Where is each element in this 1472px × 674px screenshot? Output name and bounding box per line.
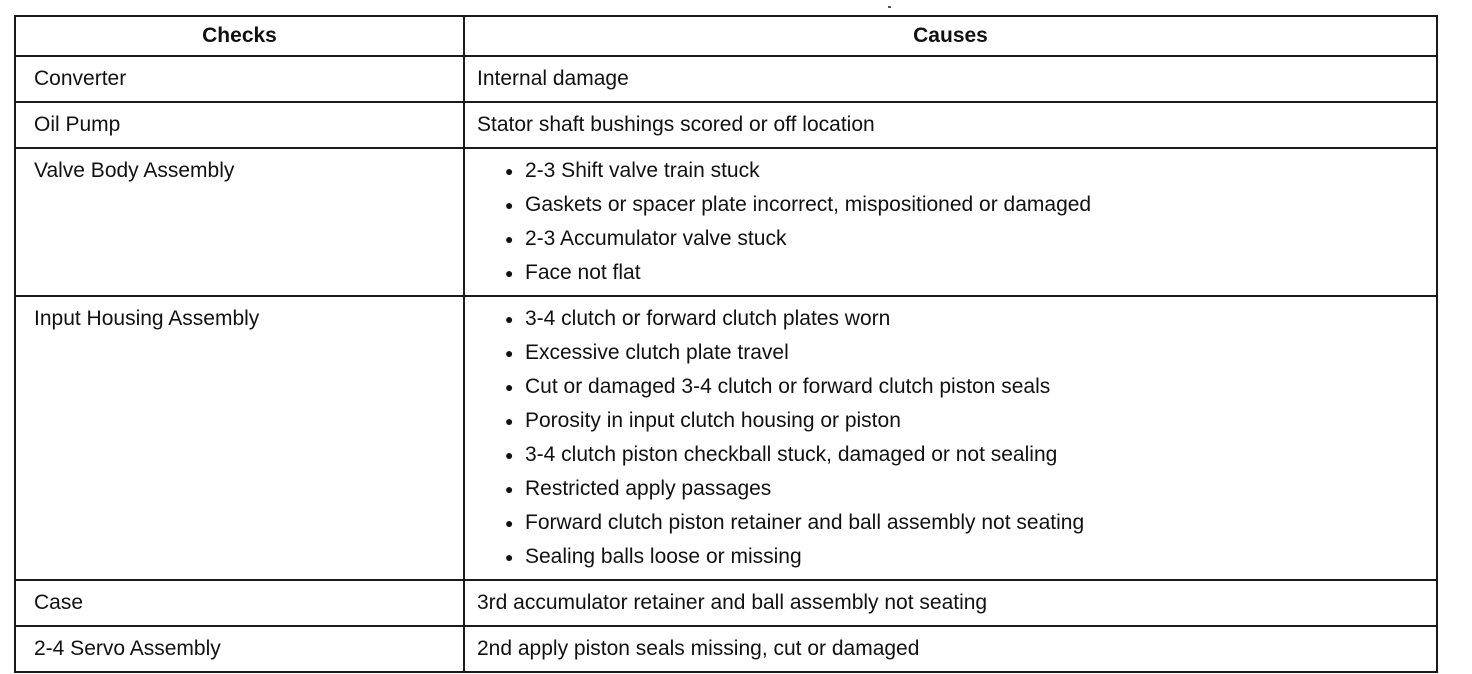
cause-text: Restricted apply passages <box>525 477 772 500</box>
check-cell: Case <box>15 580 464 626</box>
cause-text: Gaskets or spacer plate incorrect, mispositioned or damaged <box>525 193 1092 216</box>
list-item <box>501 154 1436 188</box>
bullet-icon: ● <box>505 481 514 497</box>
list-item <box>501 336 1436 370</box>
list-item <box>501 222 1436 256</box>
check-cell: Input Housing Assembly <box>15 296 464 580</box>
cause-cell: 2nd apply piston seals missing, cut or damaged <box>464 626 1437 672</box>
cause-text: 3-4 clutch piston checkball stuck, damaged or not sealing <box>525 443 1058 466</box>
list-item <box>501 472 1436 506</box>
check-cell: Converter <box>15 56 464 102</box>
cause-list <box>477 302 1436 574</box>
list-item <box>501 302 1436 336</box>
bullet-icon: ● <box>505 197 514 213</box>
list-item <box>501 370 1436 404</box>
bullet-icon: ● <box>505 265 514 281</box>
bullet-icon: ● <box>505 413 514 429</box>
cause-cell <box>464 296 1437 580</box>
cause-text: Excessive clutch plate travel <box>525 341 789 364</box>
check-cell: Oil Pump <box>15 102 464 148</box>
cause-cell: Stator shaft bushings scored or off location <box>464 102 1437 148</box>
cause-cell: Internal damage <box>464 56 1437 102</box>
bullet-icon: ● <box>505 163 514 179</box>
list-item <box>501 404 1436 438</box>
bullet-icon: ● <box>505 515 514 531</box>
scan-speck <box>888 6 891 8</box>
check-cell: Valve Body Assembly <box>15 148 464 296</box>
list-item <box>501 540 1436 574</box>
table-row <box>15 296 1437 580</box>
cause-cell <box>464 148 1437 296</box>
check-cell: 2-4 Servo Assembly <box>15 626 464 672</box>
list-item <box>501 256 1436 290</box>
bullet-icon: ● <box>505 549 514 565</box>
list-item <box>501 188 1436 222</box>
causes-header: Causes <box>464 16 1437 56</box>
bullet-icon: ● <box>505 379 514 395</box>
cause-cell: 3rd accumulator retainer and ball assembly not seating <box>464 580 1437 626</box>
bullet-icon: ● <box>505 447 514 463</box>
bullet-icon: ● <box>505 345 514 361</box>
bullet-icon: ● <box>505 231 514 247</box>
checks-header: Checks <box>15 16 464 56</box>
table-row <box>15 626 1437 672</box>
table-row <box>15 56 1437 102</box>
table-row <box>15 580 1437 626</box>
cause-text: Face not flat <box>525 261 641 284</box>
cause-text: Cut or damaged 3-4 clutch or forward clutch piston seals <box>525 375 1051 398</box>
bullet-icon: ● <box>505 311 514 327</box>
diagnosis-table <box>14 15 1438 673</box>
table-row <box>15 148 1437 296</box>
header-row <box>15 16 1437 56</box>
cause-text: Sealing balls loose or missing <box>525 545 802 568</box>
list-item <box>501 506 1436 540</box>
cause-text: Forward clutch piston retainer and ball assembly not seating <box>525 511 1085 534</box>
cause-list <box>477 154 1436 290</box>
list-item <box>501 438 1436 472</box>
cause-text: 2-3 Accumulator valve stuck <box>525 227 787 250</box>
cause-text: 2-3 Shift valve train stuck <box>525 159 760 182</box>
table-row <box>15 102 1437 148</box>
cause-text: 3-4 clutch or forward clutch plates worn <box>525 307 891 330</box>
cause-text: Porosity in input clutch housing or piston <box>525 409 901 432</box>
